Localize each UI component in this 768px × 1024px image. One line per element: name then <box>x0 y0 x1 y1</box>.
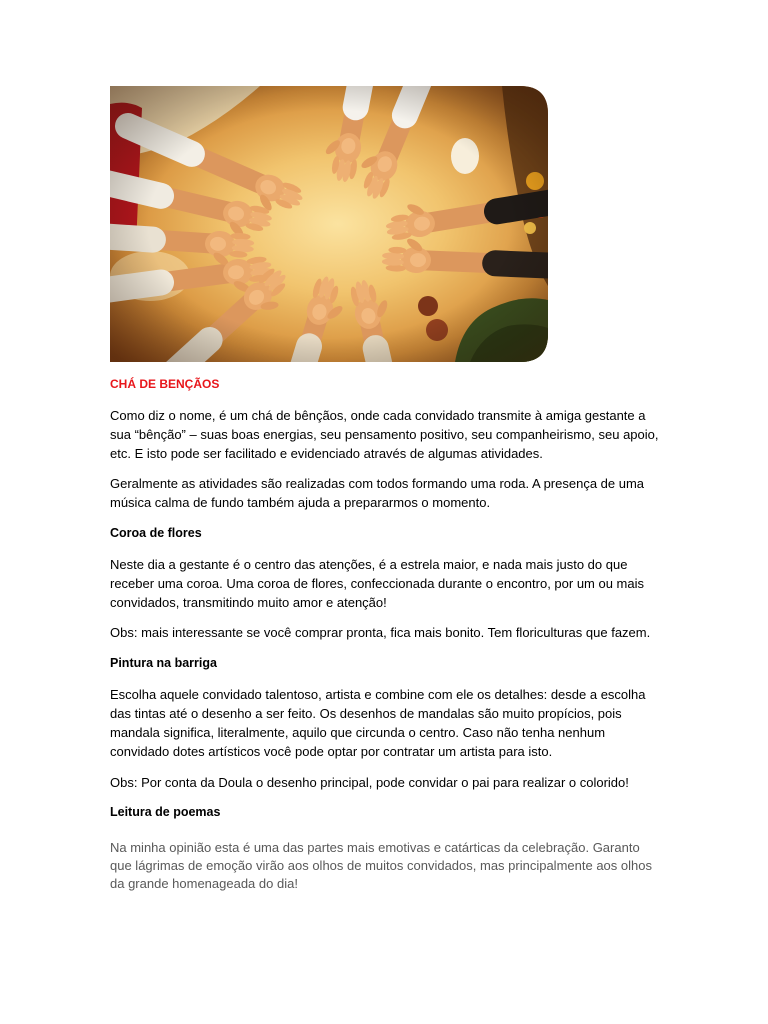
paragraph-line: Escolha aquele convidado talentoso, artista e combine com ele os detalhes: desde a escolha <box>110 686 646 702</box>
paragraph-line: Neste dia a gestante é o centro das atenções, é a estrela maior, e nada mais justo do que <box>110 556 628 572</box>
photo-canvas <box>110 86 548 362</box>
photo-vignette <box>110 86 548 362</box>
paragraph-line: etc. E isto pode ser facilitado e evidenciado através de algumas atividades. <box>110 445 543 461</box>
paragraph-line: Obs: Por conta da Doula o desenho principal, pode convidar o pai para realizar o colorido! <box>110 774 629 790</box>
crown-paragraph <box>110 555 750 612</box>
paragraph-line: das tintas até o desenho a ser feito. Os desenhos de mandalas são muito propícios, pois <box>110 705 622 721</box>
paragraph-line: Geralmente as atividades são realizadas com todos formando uma roda. A presença de uma <box>110 476 645 492</box>
paragraph-line: convidados, transmitindo muito amor e atenção! <box>110 594 387 610</box>
section-heading-belly-painting: Pintura na barriga <box>110 656 217 671</box>
hands-circle-photo <box>110 86 548 362</box>
crown-note <box>110 623 750 642</box>
activities-paragraph <box>110 474 750 512</box>
paragraph-line: Na minha opinião esta é uma das partes mais emotivas e catárticas da celebração. Garanto <box>110 839 640 855</box>
paragraph-line: mandala significa, literalmente, aquilo que circunda o centro. Caso não tenha nenhum <box>110 724 606 740</box>
document-body <box>110 375 750 905</box>
intro-paragraph <box>110 406 750 463</box>
section-heading-poem-reading: Leitura de poemas <box>110 805 221 820</box>
section-heading-crown: Coroa de flores <box>110 526 202 541</box>
paragraph-line: receber uma coroa. Uma coroa de flores, confeccionada durante o encontro, por um ou mais <box>110 575 645 591</box>
paragraph-line: música calma de fundo também ajuda a prepararmos o momento. <box>110 495 491 511</box>
paragraph-line: que lágrimas de emoção virão aos olhos de muitos convidados, mas principalmente aos olhos <box>110 857 652 873</box>
paragraph-line: Como diz o nome, é um chá de bênçãos, onde cada convidado transmite à amiga gestante a <box>110 407 646 423</box>
paragraph-line: convidado dotes artísticos você pode optar por contratar um artista para isto. <box>110 743 553 759</box>
paragraph-line: Obs: mais interessante se você comprar pronta, fica mais bonito. Tem floriculturas que fazem. <box>110 625 651 641</box>
belly-painting-paragraph <box>110 685 750 761</box>
paragraph-line: sua “bênção” – suas boas energias, seu pensamento positivo, seu companheirismo, seu apoio, <box>110 426 659 442</box>
poem-reading-paragraph <box>110 839 750 893</box>
document-title: CHÁ DE BENÇÃOS <box>110 377 220 391</box>
paragraph-line: da grande homenageada do dia! <box>110 875 298 891</box>
belly-painting-note <box>110 773 750 792</box>
